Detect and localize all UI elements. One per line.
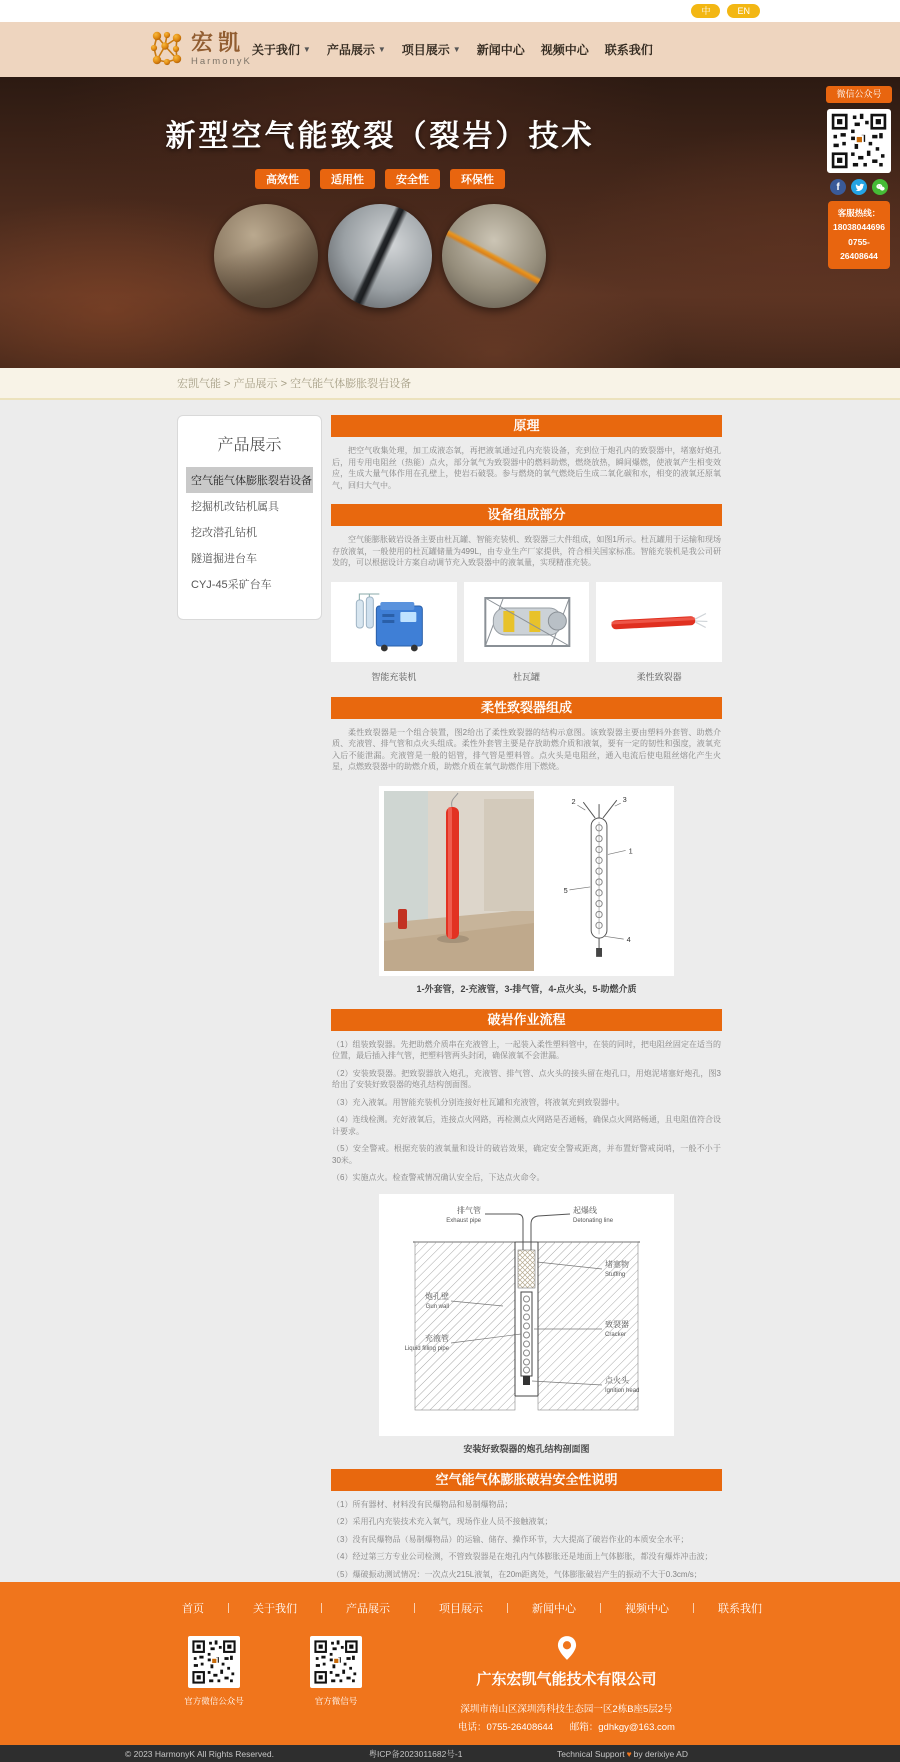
equipment-images [331, 582, 722, 683]
sidebar-item-excavator-drill[interactable]: 挖掘机改钻机属具 [191, 501, 279, 513]
chevron-down-icon: ▼ [377, 45, 386, 54]
label-filling-en: Liquid filling pipe [404, 1345, 449, 1352]
logo-text-en: HarmonyK [191, 56, 252, 68]
copyright-text: © 2023 HarmonyK All Rights Reserved. [125, 1748, 274, 1759]
company-phone: 电话：0755-26408644 [458, 1722, 554, 1733]
nav-projects[interactable]: 项目展示 ▼ [401, 43, 461, 57]
breadcrumb[interactable]: 宏凯气能 > 产品展示 > 空气能气体膨胀裂岩设备 [177, 378, 412, 390]
process-steps [331, 1039, 722, 1184]
footer-nav [182, 1600, 900, 1616]
caption-dewar-tank: 杜瓦罐 [513, 671, 541, 682]
flexible-cracker-image [596, 582, 722, 662]
main-nav [252, 41, 653, 58]
footer-link-about[interactable]: 关于我们 [253, 1603, 297, 1615]
process-step-3: （3）充入液氧。用智能充装机分别连接好杜瓦罐和充液管，将液氧充到致裂器中。 [332, 1097, 625, 1107]
label-stuffing-en: Stuffing [605, 1271, 626, 1278]
sidebar-item-cyj45[interactable]: CYJ-45采矿台车 [191, 579, 272, 591]
badge-efficiency: 高效性 [255, 169, 310, 189]
nav-video[interactable]: 视频中心 [540, 43, 589, 57]
label-cracker-cn: 致裂器 [605, 1319, 629, 1329]
footer-qr1-label: 官方微信公众号 [184, 1696, 244, 1706]
rock-photo-1 [214, 204, 318, 308]
footer-qr2-label: 官方微信号 [314, 1696, 358, 1706]
footer-link-video[interactable]: 视频中心 [625, 1603, 669, 1615]
filling-machine-image [331, 582, 457, 662]
borehole-figure [379, 1194, 674, 1436]
section-title-safety: 空气能气体膨胀破岩安全性说明 [331, 1469, 722, 1491]
flexible-text: 柔性致裂器是一个组合装置，图2给出了柔性致裂器的结构示意图。该致裂器主要由塑料外套管、助燃介质、充液管、排气管和点火头组成。柔性外套管主要是存放助燃介质和液氧，要有一定的韧性和强度，液氧充入后不能泄漏。充液管是一般的铝管，排气管是塑料管。点火头是电阻丝，通入电流后使电阻丝熔化产生火星，点燃致裂器中的助燃介质，助燃介质在氧气助燃作用下燃烧。 [332, 727, 721, 771]
label-cracker-en: Cracker [605, 1331, 627, 1338]
hotline-phone-1: 18038044696 [832, 222, 885, 233]
footer-company-block [434, 1636, 699, 1735]
lang-zh-button[interactable]: 中 [691, 4, 720, 18]
product-sidebar [177, 415, 322, 620]
cracker-photo [384, 791, 534, 971]
sidebar-item-dth-drill[interactable]: 挖改潜孔钻机 [191, 527, 257, 539]
badge-eco: 环保性 [450, 169, 505, 189]
diagram-number-1: 1 [628, 845, 633, 855]
section-title-process: 破岩作业流程 [331, 1009, 722, 1031]
wechat-icon[interactable] [872, 179, 888, 195]
hero-photo-circles [0, 204, 760, 308]
service-hotline [828, 201, 890, 269]
process-step-2: （2）安装致裂器。把致裂器放入炮孔，充液管、排气管、点火头的接头留在炮孔口，用炮泥堵塞好炮孔，图3给出了安装好致裂器的炮孔结构剖面图。 [332, 1068, 721, 1089]
wechat-official-button[interactable]: 微信公众号 [826, 86, 892, 103]
label-filling-cn: 充液管 [425, 1333, 449, 1343]
company-contact [451, 1719, 682, 1733]
nav-about[interactable]: 关于我们 ▼ [251, 43, 311, 57]
process-step-6: （6）实施点火。检查警戒情况确认安全后，下达点火命令。 [332, 1173, 545, 1182]
safety-note-4: （4）经过第三方专业公司检测，不管致裂器是在炮孔内气体膨胀还是地面上气体膨胀，都没有爆炸冲击波； [332, 1552, 713, 1561]
cracker-diagram [536, 791, 669, 971]
cracker-figure [379, 786, 674, 976]
lang-en-button[interactable]: EN [727, 4, 760, 18]
diagram-number-5: 5 [563, 885, 568, 895]
diagram-number-3: 3 [622, 794, 627, 804]
social-icons [830, 179, 888, 195]
badge-applicability: 适用性 [320, 169, 375, 189]
contact-widget [826, 86, 892, 269]
top-language-bar [0, 0, 900, 22]
cracker-figure-caption: 1-外套管，2-充液管，3-排气管，4-点火头，5-助燃介质 [416, 983, 637, 994]
molecule-logo-icon [148, 30, 184, 70]
chevron-down-icon: ▼ [452, 45, 461, 54]
diagram-number-2: 2 [571, 796, 576, 806]
label-gunwall-cn: 炮孔壁 [425, 1291, 449, 1301]
footer-qr-wechat-id [304, 1636, 368, 1707]
sidebar-item-tunnel-jumbo[interactable]: 隧道掘进台车 [191, 553, 257, 565]
tech-support[interactable]: Technical Support ♥ by derixiye AD [557, 1748, 688, 1759]
rock-photo-2 [328, 204, 432, 308]
icp-number[interactable]: 粤ICP备2023011682号-1 [368, 1748, 463, 1759]
nav-contact[interactable]: 联系我们 [604, 43, 653, 57]
site-header [0, 22, 900, 77]
hero-title: 新型空气能致裂（裂岩）技术 [165, 120, 595, 153]
dewar-tank-image [464, 582, 590, 662]
safety-note-1: （1）所有器材、材料没有民爆物品和易制爆物品； [332, 1499, 513, 1509]
label-stuffing-cn: 堵塞物 [605, 1259, 629, 1269]
caption-flexible-cracker: 柔性致裂器 [636, 671, 682, 682]
diagram-number-4: 4 [626, 934, 631, 944]
hero-badges [0, 169, 760, 189]
rock-photo-3 [442, 204, 546, 308]
process-step-4: （4）连线检测。充好液氧后，连接点火网路，再检测点火网路是否通畅，确保点火网路畅通，且电阻值符合设计要求。 [332, 1115, 721, 1136]
safety-note-3: （3）没有民爆物品（易制爆物品）的运输、储存、操作环节，大大提高了破岩作业的本质安全水平； [332, 1534, 689, 1544]
label-detonating-cn: 起爆线 [573, 1205, 597, 1215]
footer-link-home[interactable]: 首页 [182, 1603, 204, 1615]
hero-banner [0, 77, 900, 368]
label-gunwall-en: Gun wall [425, 1303, 449, 1310]
heart-icon: ♥ [626, 1748, 632, 1759]
article [331, 415, 722, 1582]
label-ignition-cn: 点火头 [605, 1375, 629, 1385]
safety-notes [331, 1499, 722, 1583]
label-exhaust-cn: 排气管 [457, 1205, 481, 1215]
process-step-5: （5）安全警戒。根据充装的液氧量和设计的破岩效果，确定安全警戒距离，并布置好警戒岗哨，一般不小于30米。 [332, 1144, 721, 1165]
safety-note-5: （5）爆破振动测试情况：一次点火215L液氧，在20m距离处，气体膨胀破岩产生的振动不大于0.3cm/s； [332, 1569, 702, 1579]
wechat-qr-code [827, 109, 891, 173]
location-pin-icon [557, 1636, 577, 1660]
hotline-phone-2: 0755-26408644 [840, 236, 878, 262]
section-title-principle: 原理 [331, 415, 722, 437]
label-exhaust-en: Exhaust pipe [446, 1217, 481, 1224]
components-text: 空气能膨胀破岩设备主要由杜瓦罐、智能充装机、致裂器三大件组成，如图1所示。杜瓦罐用于运输和现场存放液氧，一般使用的杜瓦罐储量为499L，由专业生产厂家提供，符合相关国家标准。智能充装机是我公司研发的，可以根据设计方案自动调节充入致裂器中的液氧量，实现精准充装。 [332, 535, 721, 567]
borehole-figure-caption: 安装好致裂器的炮孔结构剖面图 [463, 1443, 590, 1454]
footer-link-news[interactable]: 新闻中心 [532, 1603, 576, 1615]
footer-link-projects[interactable]: 项目展示 [439, 1603, 483, 1615]
sidebar-item-air-cracking[interactable]: 空气能气体膨胀裂岩设备 [186, 467, 313, 493]
hotline-label: 客服热线： [837, 208, 881, 218]
footer-link-contact[interactable]: 联系我们 [718, 1603, 762, 1615]
company-address: 深圳市南山区深圳湾科技生态园一区2栋B座5层2号 [460, 1704, 673, 1715]
facebook-icon[interactable]: f [830, 179, 846, 195]
nav-news[interactable]: 新闻中心 [476, 43, 525, 57]
copyright-bar [0, 1745, 900, 1762]
footer-link-products[interactable]: 产品展示 [346, 1603, 390, 1615]
footer-qr-official-account [182, 1636, 246, 1707]
badge-safety: 安全性 [385, 169, 440, 189]
label-detonating-en: Detonating line [573, 1217, 614, 1224]
logo-text-cn: 宏凯 [191, 30, 246, 56]
borehole-diagram [385, 1200, 668, 1430]
caption-filling-machine: 智能充装机 [371, 671, 417, 682]
company-name: 广东宏凯气能技术有限公司 [476, 1671, 657, 1688]
sidebar-title: 产品展示 [217, 437, 282, 454]
section-title-flexible: 柔性致裂器组成 [331, 697, 722, 719]
main-area [0, 400, 900, 1582]
safety-note-2: （2）采用孔内充装技术充入氧气，现场作业人员不接触液氧； [332, 1517, 553, 1526]
principle-text: 把空气收集处理，加工成液态氧，再把液氧通过孔内充装设备，充到位于炮孔内的致裂器中，堵塞好炮孔后，用专用电阻丝（热能）点火，部分氧气为致裂器中的燃料助燃，燃烧放热，瞬间爆燃，使液氧产生相变效应，生成大量气体作用在孔壁上，使岩石破裂。参与燃烧的氧气燃烧后生成二氧化碳和水，相变的液氧还原氧气，回归大气中。 [332, 446, 721, 490]
site-footer [0, 1582, 900, 1745]
label-ignition-en: Ignition head [605, 1387, 640, 1394]
nav-products[interactable]: 产品展示 ▼ [326, 43, 386, 57]
company-email: 邮箱：gdhkgy@163.com [569, 1722, 675, 1733]
logo[interactable] [148, 30, 252, 70]
section-title-components: 设备组成部分 [331, 504, 722, 526]
footer-content [182, 1636, 900, 1735]
twitter-icon[interactable] [851, 179, 867, 195]
process-step-1: （1）组装致裂器。先把助燃介质串在充液管上，一起装入柔性塑料管中，在装的同时，把电阻丝固定在适当的位置，最后插入排气管，把塑料管两头封闭，确保液氧不会泄漏。 [332, 1039, 721, 1060]
chevron-down-icon: ▼ [302, 45, 311, 54]
breadcrumb-bar [0, 368, 900, 400]
